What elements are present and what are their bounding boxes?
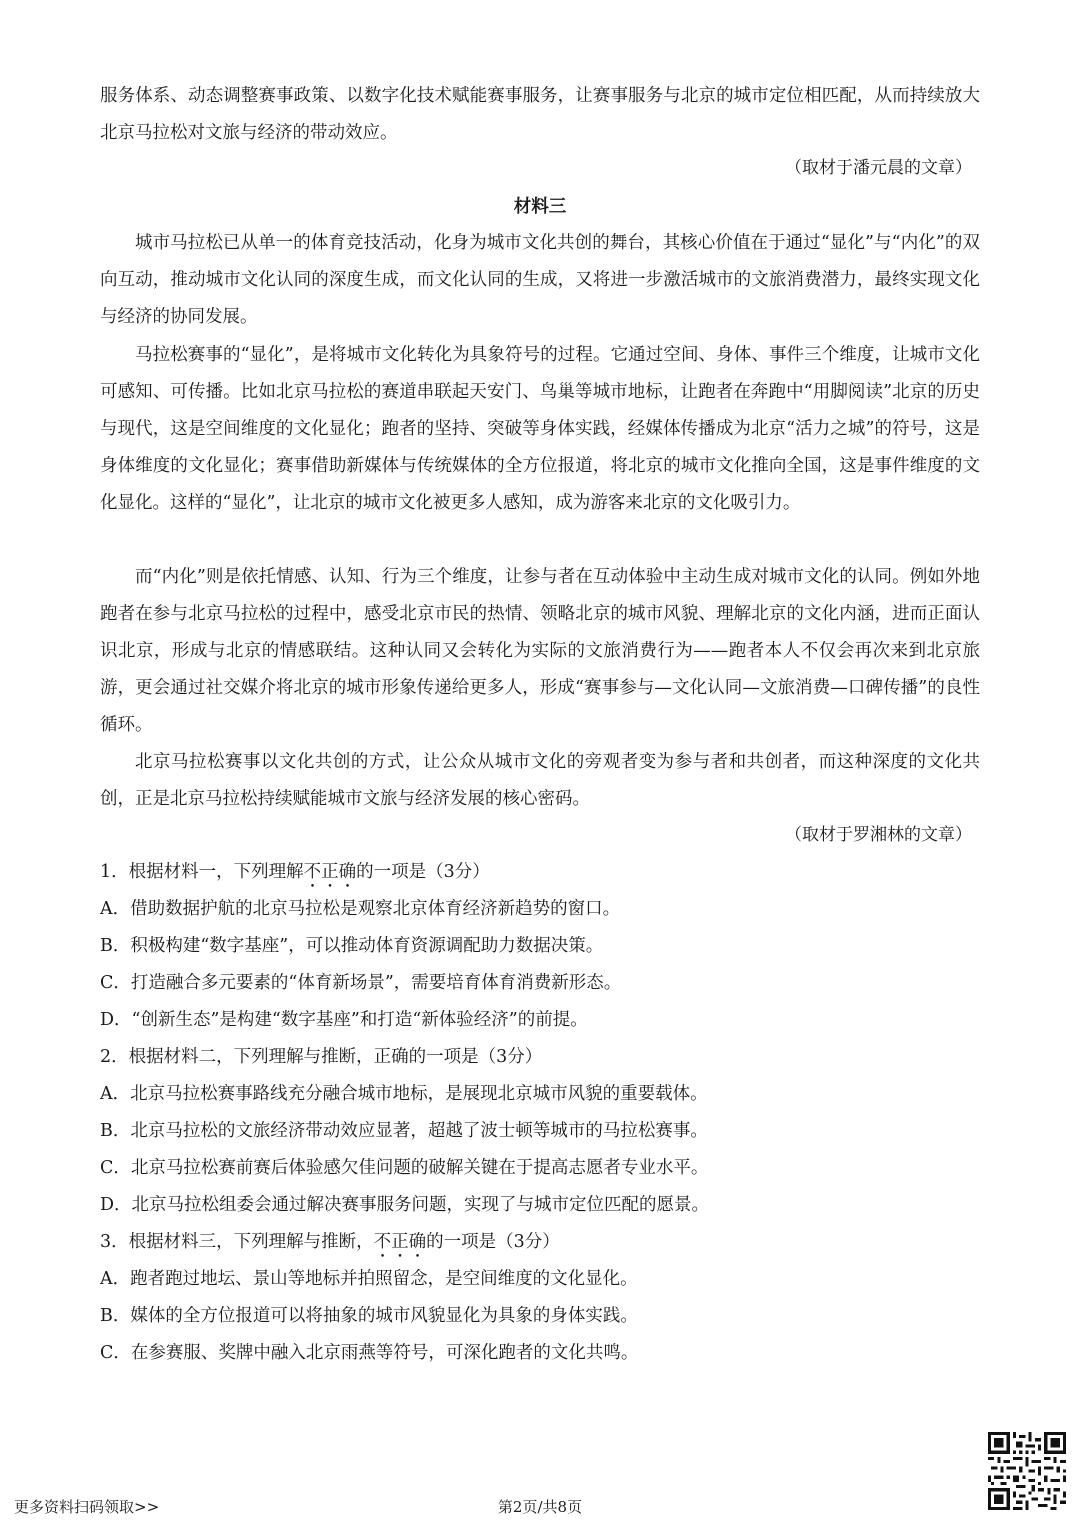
option-d: D．北京马拉松组委会通过解决赛事服务问题，实现了与城市定位匹配的愿景。 (100, 1195, 710, 1215)
question-list (100, 854, 980, 1372)
option-a: A．借助数据护航的北京马拉松是观察北京体育经济新趋势的窗口。 (100, 899, 621, 919)
option-a: A．跑者跑过地坛、景山等地标并拍照留念，是空间维度的文化显化。 (100, 1269, 638, 1289)
material3-paragraph-4: 北京马拉松赛事以文化共创的方式，让公众从城市文化的旁观者变为参与者和共创者，而这种深度的文化共创，正是北京马拉松持续赋能城市文旅与经济发展的核心密码。 (100, 752, 980, 809)
material3-paragraph-2: 马拉松赛事的“显化”，是将城市文化转化为具象符号的过程。它通过空间、身体、事件三个维度，让城市文化可感知、可传播。比如北京马拉松的赛道串联起天安门、鸟巢等城市地标，让跑者在奔跑中“用脚阅读”北京的历史与现代，这是空间维度的文化显化；跑者的坚持、突破等身体实践，经媒体传播成为北京“活力之城”的符号，这是身体维度的文化显化；赛事借助新媒体与传统媒体的全方位报道，将北京的城市文化推向全国，这是事件维度的文化显化。这样的“显化”，让北京的城市文化被更多人感知，成为游客来北京的文化吸引力。 (100, 345, 980, 513)
material3-title: 材料三 (513, 197, 567, 217)
footer-promo-link[interactable]: 更多资料扫码领取>> (14, 1498, 160, 1516)
page-number: 第2页/共8页 (497, 1498, 583, 1516)
question-stem: 1．根据材料一，下列理解不正确的一项是（3分） (100, 862, 490, 882)
option-c: C．北京马拉松赛前赛后体验感欠佳问题的破解关键在于提高志愿者专业水平。 (100, 1158, 709, 1178)
question-3 (100, 1224, 980, 1372)
option-b: B．媒体的全方位报道可以将抽象的城市风貌显化为具象的身体实践。 (100, 1306, 638, 1326)
question-1 (100, 854, 980, 1039)
material3-paragraph-3: 而“内化”则是依托情感、认知、行为三个维度，让参与者在互动体验中主动生成对城市文化的认同。例如外地跑者在参与北京马拉松的过程中，感受北京市民的热情、领略北京的城市风貌、理解北京的文化内涵，进而正面认识北京，形成与北京的情感联结。这种认同又会转化为实际的文旅消费行为——跑者本人不仅会再次来到北京旅游，更会通过社交媒介将北京的城市形象传递给更多人，形成“赛事参与—文化认同—文旅消费—口碑传播”的良性循环。 (100, 567, 980, 735)
option-b: B．积极构建“数字基座”，可以推动体育资源调配助力数据决策。 (100, 936, 604, 956)
material2-source: （取材于潘元晨的文章） (785, 158, 972, 178)
emphasized-text: 不正确 (303, 862, 357, 882)
option-c: C．在参赛服、奖牌中融入北京雨燕等符号，可深化跑者的文化共鸣。 (100, 1343, 639, 1363)
material3-paragraph-1: 城市马拉松已从单一的体育竞技活动，化身为城市文化共创的舞台，其核心价值在于通过“显化”与“内化”的双向互动，推动城市文化认同的深度生成，而文化认同的生成，又将进一步激活城市的文旅消费潜力，最终实现文化与经济的协同发展。 (100, 233, 980, 327)
option-a: A．北京马拉松赛事路线充分融合城市地标，是展现北京城市风貌的重要载体。 (100, 1084, 708, 1104)
option-b: B．北京马拉松的文旅经济带动效应显著，超越了波士顿等城市的马拉松赛事。 (100, 1121, 708, 1141)
option-c: C．打造融合多元要素的“体育新场景”，需要培育体育消费新形态。 (100, 973, 622, 993)
material2-tail: 服务体系、动态调整赛事政策、以数字化技术赋能赛事服务，让赛事服务与北京的城市定位相匹配，从而持续放大北京马拉松对文旅与经济的带动效应。 (100, 86, 980, 143)
question-stem: 2．根据材料二，下列理解与推断，正确的一项是（3分） (100, 1047, 543, 1067)
question-2 (100, 1039, 980, 1224)
question-stem: 3．根据材料三，下列理解与推断，不正确的一项是（3分） (100, 1232, 560, 1252)
material3-source: （取材于罗湘林的文章） (785, 825, 972, 845)
option-d: D．“创新生态”是构建“数字基座”和打造“新体验经济”的前提。 (100, 1010, 588, 1030)
emphasized-text: 不正确 (373, 1232, 427, 1252)
